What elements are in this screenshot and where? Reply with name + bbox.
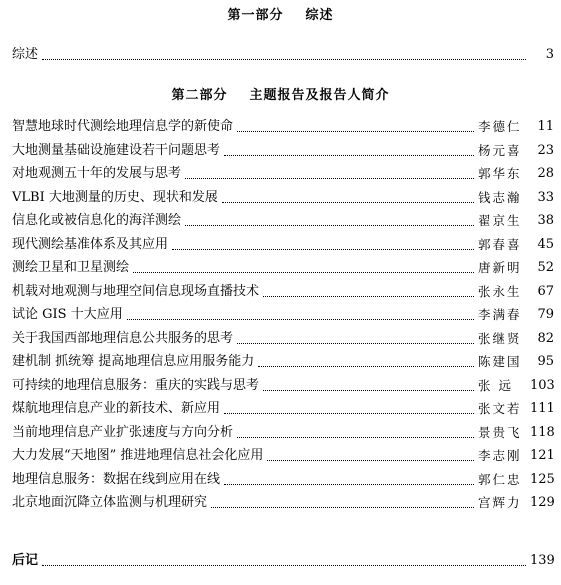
toc-entry-author: 唐新明 — [478, 260, 522, 275]
toc-entry-page: 125 — [530, 471, 555, 487]
toc-entry-page: 82 — [537, 330, 554, 346]
toc-entry[interactable] — [12, 259, 554, 277]
toc-entry-title: 关于我国西部地理信息公共服务的思考 — [12, 330, 234, 346]
toc-entry-title: 当前地理信息产业扩张速度与方向分析 — [12, 424, 234, 440]
toc-entry-author: 李德仁 — [478, 119, 522, 134]
toc-entry-author: 陈建国 — [478, 354, 522, 369]
toc-entry[interactable] — [12, 447, 554, 465]
dot-leader — [172, 249, 474, 250]
toc-entry-page: 52 — [537, 260, 554, 275]
toc-entry-author: 郭春喜 — [478, 236, 522, 252]
dot-leader — [267, 460, 474, 461]
dot-leader — [258, 366, 474, 367]
toc-entry[interactable] — [12, 377, 554, 395]
dot-leader — [211, 507, 474, 508]
toc-entry-title: 智慧地球时代测绘地理信息学的新使命 — [12, 119, 234, 134]
toc-entry-page: 23 — [537, 142, 554, 158]
toc-entry-page: 3 — [545, 47, 554, 62]
toc-entry[interactable] — [12, 236, 554, 254]
toc-entry-page: 111 — [530, 401, 555, 416]
dot-leader — [263, 296, 474, 297]
toc-entry-page: 38 — [537, 213, 554, 228]
dot-leader — [237, 131, 474, 132]
part1-title: 第一部分 综述 — [227, 8, 334, 23]
toc-entry-title: 后记 — [12, 553, 39, 568]
toc-entry-title: 北京地面沉降立体监测与机理研究 — [12, 495, 208, 510]
toc-entry-author: 郭华东 — [478, 166, 522, 181]
toc-entry-overview[interactable] — [12, 46, 554, 64]
dot-leader — [224, 155, 474, 156]
toc-entry-author: 杨元喜 — [478, 142, 522, 158]
toc-entry-page: 45 — [537, 236, 554, 252]
dot-leader — [224, 484, 474, 485]
toc-entry-title: 现代测绘基准体系及其应用 — [12, 236, 169, 252]
toc-entry-page: 11 — [537, 119, 554, 134]
toc-entry-title: 地理信息服务：数据在线到应用在线 — [12, 471, 221, 487]
dot-leader — [224, 413, 474, 414]
toc-entry[interactable] — [12, 118, 554, 136]
toc-entry-author: 宫辉力 — [478, 495, 522, 510]
toc-entry-title: 大力发展“天地图” 推进地理信息社会化应用 — [12, 448, 264, 463]
dot-leader — [185, 178, 474, 179]
toc-entry-page: 118 — [530, 424, 555, 440]
toc-entry-page: 33 — [537, 189, 554, 205]
part2-title: 第二部分 主题报告及报告人简介 — [171, 88, 390, 103]
toc-entry[interactable] — [12, 306, 554, 324]
toc-entry-page: 121 — [530, 448, 555, 463]
toc-entry-title: 对地观测五十年的发展与思考 — [12, 166, 182, 181]
dot-leader — [42, 565, 526, 566]
toc-entry-author: 郭仁忠 — [478, 471, 522, 487]
dot-leader — [127, 319, 474, 320]
toc-entry[interactable] — [12, 400, 554, 418]
toc-entry-page: 139 — [530, 553, 555, 568]
toc-entry-author: 李满春 — [478, 307, 522, 322]
toc-entry-page: 129 — [530, 495, 555, 510]
toc-entry-author: 张永生 — [478, 283, 522, 299]
toc-entry-author: 张 远 — [478, 377, 513, 393]
toc-entry-author: 张继贤 — [478, 330, 522, 346]
toc-entry[interactable] — [12, 424, 554, 442]
toc-entry[interactable] — [12, 471, 554, 489]
toc-entry-title: 试论 GIS 十大应用 — [12, 307, 123, 322]
toc-entry-title: 可持续的地理信息服务：重庆的实践与思考 — [12, 377, 260, 393]
toc-entry[interactable] — [12, 494, 554, 512]
dot-leader — [133, 272, 474, 273]
toc-entry-page: 79 — [537, 307, 554, 322]
toc-entry[interactable] — [12, 165, 554, 183]
dot-leader — [222, 202, 474, 203]
toc-entry-afterword[interactable] — [12, 552, 554, 570]
toc-entry[interactable] — [12, 142, 554, 160]
toc-entry-title: 煤航地理信息产业的新技术、新应用 — [12, 401, 221, 416]
toc-entry-page: 67 — [537, 283, 554, 299]
toc-entry[interactable] — [12, 189, 554, 207]
toc-entry-author: 景贵飞 — [478, 424, 522, 440]
dot-leader — [237, 437, 474, 438]
toc-entry-title: 综述 — [12, 47, 39, 62]
toc-entry-title: 信息化或被信息化的海洋测绘 — [12, 213, 182, 228]
toc-entry[interactable] — [12, 330, 554, 348]
dot-leader — [185, 225, 474, 226]
toc-entry-title: 建机制 抓统筹 提高地理信息应用服务能力 — [12, 354, 255, 369]
toc-entry-page: 103 — [530, 377, 555, 393]
dot-leader — [263, 390, 474, 391]
toc-entry-author: 翟京生 — [478, 213, 522, 228]
toc-entry[interactable] — [12, 212, 554, 230]
dot-leader — [237, 343, 474, 344]
toc-entry-page: 95 — [537, 354, 554, 369]
toc-entry[interactable] — [12, 353, 554, 371]
toc-entry-title: 测绘卫星和卫星测绘 — [12, 260, 130, 275]
toc-entry-author: 张文若 — [478, 401, 522, 416]
toc-entry-title: VLBI 大地测量的历史、现状和发展 — [12, 189, 218, 205]
toc-entry-author: 李志刚 — [478, 448, 522, 463]
toc-entry-author: 钱志瀚 — [478, 189, 522, 205]
toc-entry-page: 28 — [537, 166, 554, 181]
toc-entry[interactable] — [12, 283, 554, 301]
toc-entry-title: 机载对地观测与地理空间信息现场直播技术 — [12, 283, 260, 299]
dot-leader — [42, 59, 526, 60]
toc-entry-title: 大地测量基础设施建设若干问题思考 — [12, 142, 221, 158]
